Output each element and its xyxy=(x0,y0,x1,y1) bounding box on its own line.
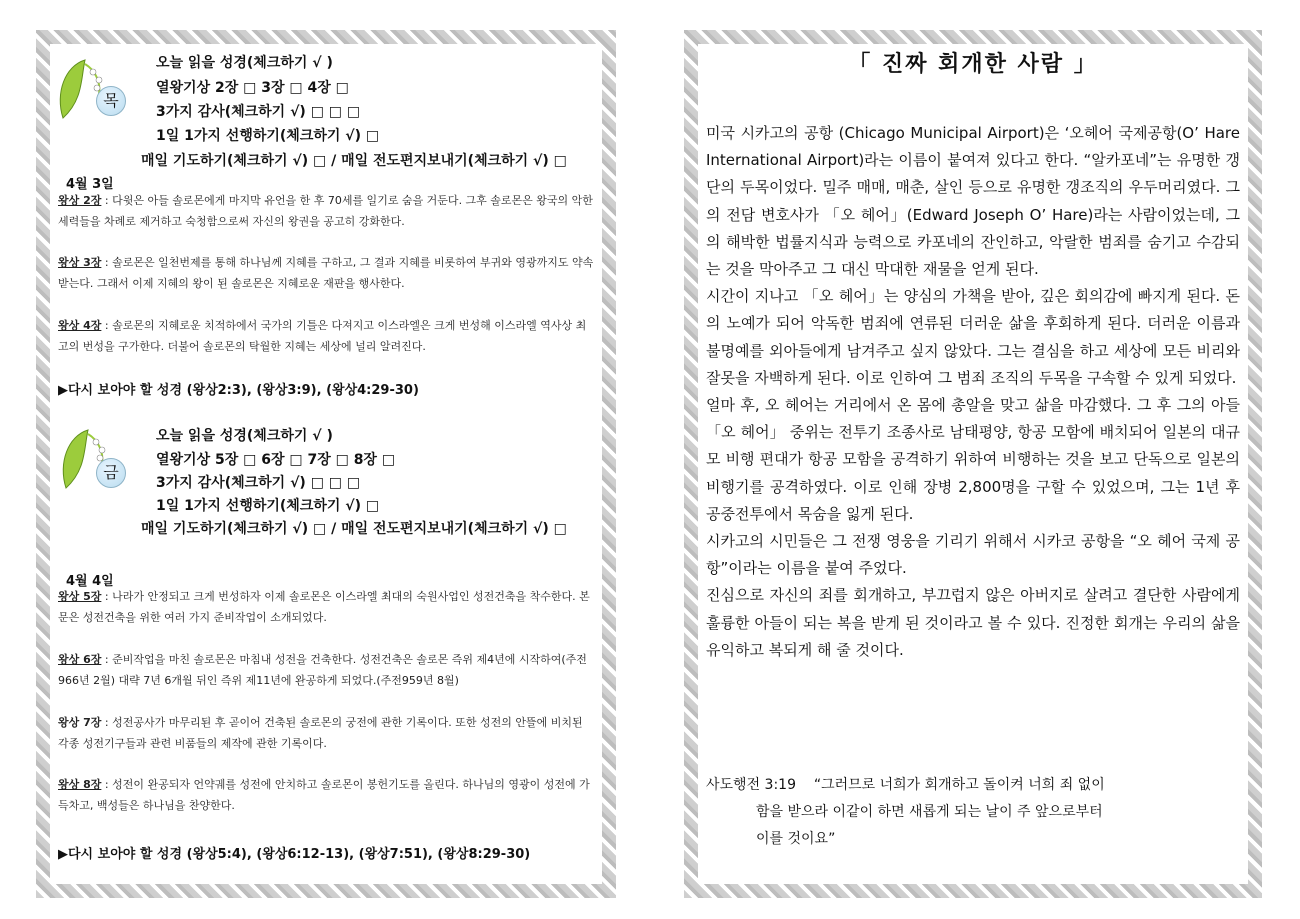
day-badge: 금 xyxy=(96,458,126,488)
chapter-summary: 왕상 5장 : 나라가 안정되고 크게 번성하자 이제 솔로몬은 이스라엘 최대의 숙원사업인 성전건축을 착수한다. 본문은 성전건축을 위한 여러 가지 준비작업이 소개되었다. xyxy=(58,590,590,624)
article-title: 「 진짜 회개한 사람 」 xyxy=(848,52,1098,77)
review-verses: ▶다시 보아야 할 성경 (왕상5:4), (왕상6:12-13), (왕상7:51), (왕상8:29-30) xyxy=(58,847,531,862)
verse-line: 이를 것이요” xyxy=(756,831,836,847)
prayer-letter-check[interactable]: 매일 기도하기(체크하기 √) □ / 매일 전도편지보내기(체크하기 √) □ xyxy=(141,153,567,169)
chapter-summary: 왕상 7장 : 성전공사가 마무리된 후 곧이어 건축된 솔로몬의 궁전에 관한 기록이다. 또한 성전의 안뜰에 비치된 각종 성전기구들과 관련 비품들의 제작에 관한 기록이다. xyxy=(58,716,583,750)
gratitude-check[interactable]: 3가지 감사(체크하기 √) □ □ □ xyxy=(156,475,361,491)
chapter-summary: 왕상 4장 : 솔로몬의 지혜로운 치적하에서 국가의 기틀은 다져지고 이스라엘은 크게 번성해 이스라엘 역사상 최고의 번성을 구가한다. 더불어 솔로몬의 탁월한 지혜는 세상에 널리 알려진다. xyxy=(58,319,587,353)
article-paragraph: 진심으로 자신의 죄를 회개하고, 부끄럽지 않은 아버지로 살려고 결단한 사람에게 훌륭한 아들이 되는 복을 받게 된 것이라고 볼 수 있다. 진정한 회개는 우리의 삶을 유익하고 복되게 해 줄 것이다. xyxy=(706,586,1240,659)
article-paragraph: 시카고의 시민들은 그 전쟁 영웅을 기리기 위해서 시카코 공항을 “오 헤어 국제 공항”이라는 이름을 붙여 주었다. xyxy=(706,532,1240,578)
chapter-summary: 왕상 8장 : 성전이 완공되자 언약궤를 성전에 안치하고 솔로몬이 봉헌기도를 올린다. 하나님의 영광이 성전에 가득차고, 백성들은 하나님을 찬양한다. xyxy=(58,778,590,812)
review-verses: ▶다시 보아야 할 성경 (왕상2:3), (왕상3:9), (왕상4:29-30) xyxy=(58,383,419,398)
verse-reference: 사도행전 3:19 xyxy=(706,777,796,793)
day-badge: 목 xyxy=(96,86,126,116)
chapter-summary: 왕상 3장 : 솔로몬은 일천번제를 통해 하나님께 지혜를 구하고, 그 결과 지혜를 비롯하여 부귀와 영광까지도 약속 받는다. 그래서 이제 지혜의 왕이 된 솔로몬은 지혜로운 재판을 행사한다. xyxy=(58,256,594,290)
article-paragraph: 미국 시카고의 공항 (Chicago Municipal Airport)은 ‘오헤어 국제공항(O’ Hare International Airport)라는 이름이 붙여져 있다고 한다. “알카포네”는 유명한 갱단의 두목이었다. 밀주 매매, 매춘, 살인 등으로 유명한 갱조직의 우두머리였다. 그의 전담 변호사가 「오 헤어」(Edward Joseph O’ Hare)라는 사람이었는데, 그의 해박한 법률지식과 능력으로 카포네의 잔인하고, 악랄한 범죄를 숨기고 수감되는 것을 막아주고 그 대신 막대한 재물을 얻게 된다. xyxy=(706,124,1240,279)
good-deed-check[interactable]: 1일 1가지 선행하기(체크하기 √) □ xyxy=(156,128,380,144)
reading-date: 4월 4일 xyxy=(66,574,114,589)
chapter-ref: 왕상 8장 xyxy=(58,778,102,791)
article-body xyxy=(706,120,1240,664)
chapter-ref: 왕상 6장 xyxy=(58,653,102,666)
chapter-ref: 왕상 5장 xyxy=(58,590,102,603)
verse-line: “그러므로 너희가 회개하고 돌이켜 너희 죄 없이 xyxy=(813,777,1105,793)
leaf-icon xyxy=(55,58,105,122)
chapter-ref: 왕상 4장 xyxy=(58,319,102,332)
reading-date: 4월 3일 xyxy=(66,177,114,192)
reading-chapters[interactable]: 열왕기상 5장 □ 6장 □ 7장 □ 8장 □ xyxy=(156,452,396,468)
reading-heading: 오늘 읽을 성경(체크하기 √ ) xyxy=(156,55,333,71)
scripture-verse xyxy=(706,772,1240,853)
article-paragraph: 얼마 후, 오 헤어는 거리에서 온 몸에 총알을 맞고 삶을 마감했다. 그 후 그의 아들 「오 헤어」 중위는 전투기 조종사로 남태평양, 항공 모함에 배치되어 일본의 대규모 비행 편대가 항공 모함을 공격하기 위하여 비행하는 것을 보고 단독으로 일본의 비행기를 공격하였다. 이로 인해 장병 2,800명을 구할 수 있었으며, 그는 1년 후 공중전투에서 목숨을 잃게 된다. xyxy=(706,396,1240,523)
chapter-summary: 왕상 2장 : 다윗은 아들 솔로몬에게 마지막 유언을 한 후 70세를 일기로 숨을 거둔다. 그후 솔로몬은 왕국의 악한 세력들을 차례로 제거하고 숙청함으로써 자신의 왕권을 공고히 강화한다. xyxy=(58,194,593,228)
gratitude-check[interactable]: 3가지 감사(체크하기 √) □ □ □ xyxy=(156,104,361,120)
reading-heading: 오늘 읽을 성경(체크하기 √ ) xyxy=(156,428,333,444)
verse-line: 함을 받으라 이같이 하면 새롭게 되는 날이 주 앞으로부터 xyxy=(756,804,1103,820)
chapter-summary: 왕상 6장 : 준비작업을 마친 솔로몬은 마침내 성전을 건축한다. 성전건축은 솔로몬 즉위 제4년에 시작하여(주전966년 2월) 대략 7년 6개월 뒤인 즉위 제11년에 완공하게 되었다.(주전959년 8월) xyxy=(58,653,587,687)
article-paragraph: 시간이 지나고 「오 헤어」는 양심의 가책을 받아, 깊은 회의감에 빠지게 된다. 돈의 노예가 되어 악독한 범죄에 연류된 더러운 삶을 후회하게 된다. 더러운 이름과 불명예를 외아들에게 남겨주고 싶지 않았다. 그는 결심을 하고 세상에 모든 비리와 잘못을 자백하게 된다. 이로 인하여 그 범죄 조직의 두목을 구속할 수 있게 되었다. xyxy=(706,287,1240,387)
chapter-ref: 왕상 7장 xyxy=(58,716,102,729)
chapter-ref: 왕상 3장 xyxy=(58,256,102,269)
good-deed-check[interactable]: 1일 1가지 선행하기(체크하기 √) □ xyxy=(156,498,380,514)
prayer-letter-check[interactable]: 매일 기도하기(체크하기 √) □ / 매일 전도편지보내기(체크하기 √) □ xyxy=(141,521,567,537)
reading-chapters[interactable]: 열왕기상 2장 □ 3장 □ 4장 □ xyxy=(156,80,349,96)
chapter-ref: 왕상 2장 xyxy=(58,194,102,207)
